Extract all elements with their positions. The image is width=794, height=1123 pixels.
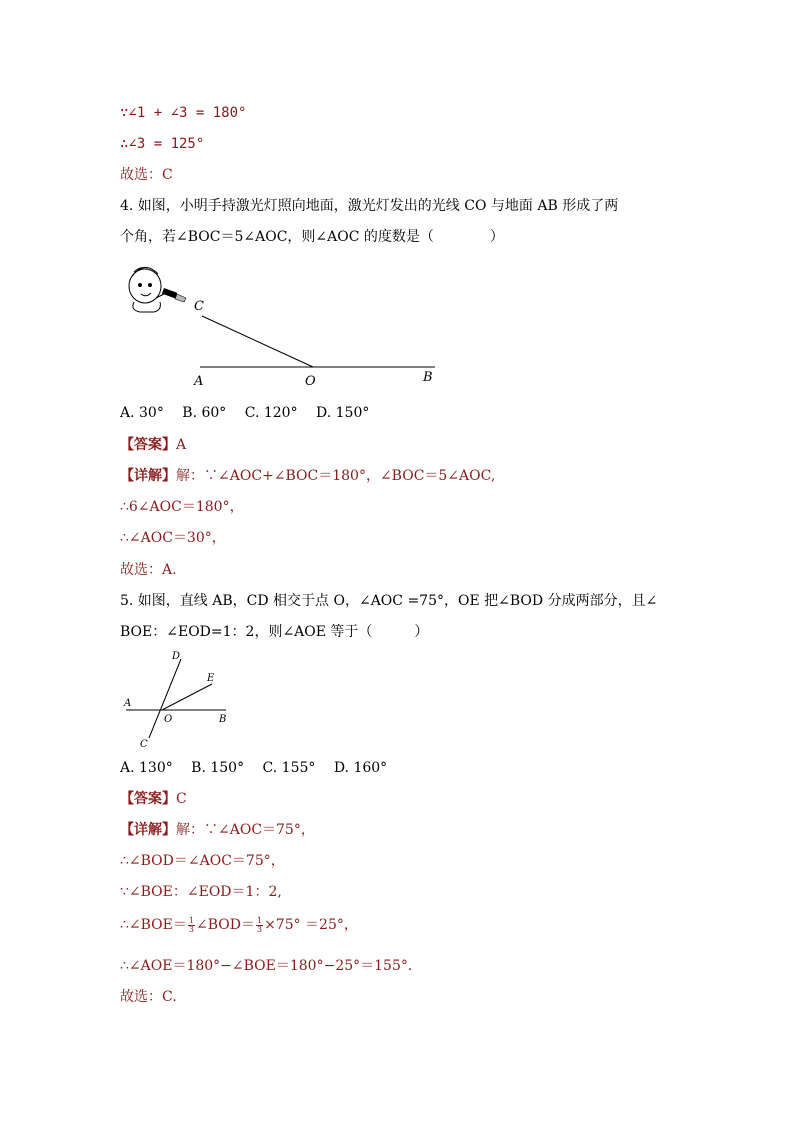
q4-label-A: A: [194, 374, 204, 389]
prev-line-2: ∴∠3 = 125°: [120, 136, 205, 152]
q5-detail-line-3: ∵∠BOE：∠EOD＝1：2,: [120, 884, 282, 900]
q5-answer: [120, 790, 187, 808]
q5-label-A: A: [124, 698, 132, 709]
q4-answer-tag: 【答案】: [120, 437, 176, 453]
q5-figure: [118, 646, 238, 750]
q4-detail-tag: 【详解】: [120, 468, 176, 484]
ray-CO: [202, 316, 313, 367]
q5-label-E: E: [207, 673, 215, 684]
q5-answer-tag: 【答案】: [120, 791, 176, 807]
q4-stem-line-2: 个角，若∠BOC＝5∠AOC，则∠AOC 的度数是（ ）: [120, 229, 504, 245]
q4-label-O: O: [305, 374, 316, 389]
q5-detail-text-1: 解：∵∠AOC＝75°，: [176, 822, 315, 838]
q5-detail-4b: ∠BOD＝: [195, 917, 255, 933]
q5-label-D: D: [172, 651, 181, 662]
q5-label-B: B: [219, 714, 227, 725]
q5-stem-line-1: 5. 如图，直线 AB，CD 相交于点 O，∠AOC =75°，OE 把∠BOD 分成两部分，且∠: [120, 593, 658, 609]
prev-line-1: ∵∠1 + ∠3 = 180°: [120, 105, 247, 121]
fraction-denominator-2: 3: [256, 924, 263, 934]
q5-stem-line-2: BOE：∠EOD=1：2，则∠AOE 等于（ ）: [120, 624, 429, 640]
fraction-one-third-2: [256, 917, 263, 934]
q5-detail-line-1: [120, 821, 315, 839]
q5-detail-line-4: [120, 916, 358, 934]
q5-detail-4a: ∴∠BOE＝: [120, 917, 187, 933]
q4-answer-value: A: [176, 437, 187, 453]
q5-detail-line-2: ∴∠BOD＝∠AOC＝75°，: [120, 853, 285, 869]
q4-answer: [120, 436, 186, 454]
q4-detail-line-1: [120, 467, 495, 485]
q4-stem-line-1: 4. 如图，小明手持激光灯照向地面，激光灯发出的光线 CO 与地面 AB 形成了两: [120, 198, 619, 214]
fraction-numerator-2: 1: [256, 915, 263, 925]
q5-detail-4c: ×75° ＝25°，: [264, 917, 358, 933]
q4-options: A. 30° B. 60° C. 120° D. 150°: [120, 405, 370, 421]
q5-label-C: C: [140, 739, 148, 750]
q4-detail-line-3: ∴∠AOC＝30°，: [120, 530, 226, 546]
fraction-numerator: 1: [188, 915, 194, 925]
q5-detail-line-5: ∴∠AOE＝180°−∠BOE＝180°−25°＝155°.: [120, 958, 413, 974]
q4-label-B: B: [423, 370, 433, 385]
q4-detail-line-2: ∴6∠AOC＝180°，: [120, 499, 244, 515]
q5-detail-tag: 【详解】: [120, 822, 176, 838]
q4-label-C: C: [194, 299, 204, 314]
q4-detail-text-1: 解：∵∠AOC+∠BOC＝180°，∠BOC＝5∠AOC,: [176, 468, 496, 484]
q5-label-O: O: [164, 714, 173, 725]
child-cartoon-icon: [129, 267, 168, 312]
q5-select: 故选：C.: [120, 989, 177, 1005]
q5-answer-value: C: [176, 791, 187, 807]
q4-select: 故选：A.: [120, 562, 177, 578]
prev-select: 故选：C: [120, 167, 173, 183]
q5-options: A. 130° B. 150° C. 155° D. 160°: [120, 760, 388, 776]
fraction-denominator: 3: [188, 924, 194, 934]
laser-flashlight-icon: [162, 288, 186, 302]
line-CD: [149, 659, 181, 738]
q4-figure: [120, 258, 450, 390]
fraction-one-third: [188, 917, 195, 934]
